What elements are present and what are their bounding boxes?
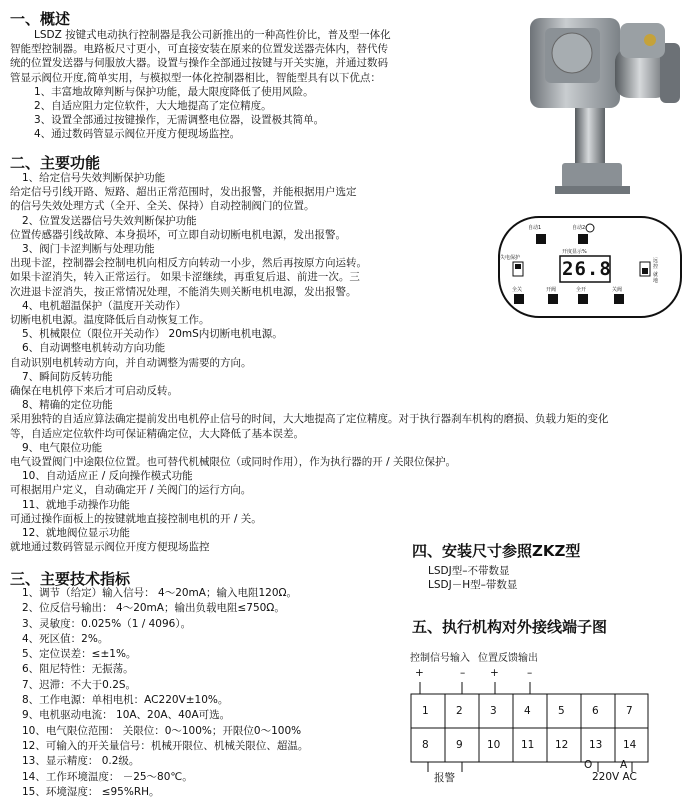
function-heading: 12、就地阀位显示功能 bbox=[22, 527, 130, 540]
terminal-number: 5 bbox=[558, 705, 565, 717]
terminal-number: 13 bbox=[589, 739, 603, 751]
spec-item: 6、阻尼特性：无振荡。 bbox=[22, 663, 134, 676]
panel-label-remote: 远控 bbox=[653, 258, 659, 270]
label-alarm: 报警 bbox=[434, 772, 455, 784]
section1-line: LSDZ 按键式电动执行控制器是我公司新推出的一种高性价比，普及型一体化 bbox=[34, 29, 391, 41]
advantage-item: 2、自适应阻力定位软件，大大地提高了定位精度。 bbox=[34, 100, 272, 113]
label-power: 220V AC bbox=[592, 771, 637, 783]
spec-item: 14、工作环境温度： －25～80℃。 bbox=[22, 770, 193, 783]
label-a: A bbox=[620, 759, 628, 771]
spec-item: 5、定位误差：≤±1%。 bbox=[22, 648, 137, 661]
spec-item: 2、位反信号输出： 4～20mA；输出负载电阻≤750Ω。 bbox=[22, 602, 285, 615]
section5-title: 五、执行机构对外接线端子图 bbox=[412, 618, 608, 636]
panel-label-power-loss: 失电保护 bbox=[500, 255, 521, 261]
function-heading: 7、瞬间防反转功能 bbox=[22, 370, 113, 383]
minus-sign: – bbox=[460, 667, 466, 679]
function-text: 位置传感器引线故障、本身损坏，可立即自动切断电机电源，发出报警。 bbox=[10, 228, 346, 241]
actuator-photo bbox=[520, 8, 690, 198]
panel-label-auto2: 自动2 bbox=[572, 225, 586, 231]
spec-item: 12、可输入的开关量信号：机械开限位、机械关限位、超温。 bbox=[22, 739, 309, 752]
section1-title: 一、概述 bbox=[10, 10, 71, 28]
function-text: 确保在电机停下来后才可启动反转。 bbox=[10, 385, 178, 398]
advantage-item: 3、设置全部通过按键操作，无需调整电位器，设置极其简单。 bbox=[34, 114, 325, 127]
function-text: 给定信号引线开路、短路、超出正常范围时，发出报警，并能根据用户选定 bbox=[10, 186, 357, 199]
function-text: 出现卡涩，控制器会控制电机向相反方向转动一小步，然后再按原方向运转。 bbox=[10, 257, 367, 270]
function-heading: 10、自动适应正 / 反向操作模式功能 bbox=[22, 470, 193, 483]
terminal-number: 1 bbox=[422, 705, 429, 717]
spec-item: 10、电气限位范围： 关限位：0～100%；开限位0～100% bbox=[22, 724, 302, 737]
section1-body bbox=[10, 28, 391, 142]
terminal-number: 3 bbox=[490, 705, 497, 717]
terminal-number: 10 bbox=[487, 739, 501, 751]
function-heading: 8、精确的定位功能 bbox=[22, 399, 113, 412]
function-text: 就地通过数码管显示阀位开度方便现场监控 bbox=[10, 541, 210, 554]
terminal-number: 4 bbox=[524, 705, 531, 717]
terminal-number: 2 bbox=[456, 705, 463, 717]
function-text: 如果卡涩消失，转入正常运行。 如果卡涩继续，再重复后退、前进一次。三 bbox=[10, 271, 360, 284]
function-text: 自动识别电机转动方向，并自动调整为需要的方向。 bbox=[10, 356, 252, 369]
function-heading: 3、阀门卡涩判断与处理功能 bbox=[22, 243, 155, 256]
spec-item: 15、环境湿度： ≤95%RH。 bbox=[22, 785, 160, 798]
function-text: 采用独特的自适应算法确定提前发出电机停止信号的时间，大大地提高了定位精度。对于执行器刹车机构的磨损、负载力矩的变化 bbox=[10, 413, 609, 426]
spec-item: 13、显示精度： 0.2级。 bbox=[22, 755, 140, 768]
terminal-number: 9 bbox=[456, 739, 463, 751]
function-text: 的信号失效处理方式（全开、全关、保持）自动控制阀门的位置。 bbox=[10, 200, 315, 213]
advantage-item: 1、丰富地故障判断与保护功能，最大限度降低了使用风险。 bbox=[34, 85, 314, 98]
spec-item: 8、工作电源：单相电机：AC220V±10%。 bbox=[22, 694, 229, 707]
panel-label-close: 关阀 bbox=[612, 287, 623, 293]
function-heading: 4、电机超温保护（温度开关动作） bbox=[22, 299, 187, 312]
function-heading: 9、电气限位功能 bbox=[22, 441, 103, 454]
panel-label-local: 就地 bbox=[653, 272, 659, 284]
function-text: 可通过操作面板上的按键就地直接控制电机的开 / 关。 bbox=[10, 512, 262, 525]
terminal-number: 7 bbox=[626, 705, 633, 717]
function-text: 可根据用户定义，自动确定开 / 关阀门的运行方向。 bbox=[10, 484, 252, 497]
panel-display-label: 开度显示% bbox=[562, 249, 587, 255]
section1-line: 智能型控制器。电路板尺寸更小，可直接安装在原来的位置发送器壳体内，替代传 bbox=[10, 43, 388, 56]
install-type-line: LSDJ－H型–带数显 bbox=[428, 579, 518, 591]
terminal-number: 6 bbox=[592, 705, 599, 717]
install-type-line: LSDJ型–不带数显 bbox=[428, 565, 510, 577]
section2-body bbox=[10, 171, 612, 554]
spec-item: 9、电机驱动电流： 10A、20A、40A可选。 bbox=[22, 709, 231, 722]
section3-title: 三、主要技术指标 bbox=[10, 570, 131, 588]
panel-label-auto1: 自动1 bbox=[528, 225, 542, 231]
terminal-diagram bbox=[410, 652, 650, 792]
panel-label-open-all: 全开 bbox=[576, 287, 587, 293]
label-o: O bbox=[584, 759, 593, 771]
spec-item: 3、灵敏度：0.025%（1 / 4096）。 bbox=[22, 617, 192, 630]
function-heading: 2、位置发送器信号失效判断保护功能 bbox=[22, 214, 197, 227]
label-control-input: 控制信号输入 bbox=[410, 653, 470, 664]
function-heading: 1、给定信号失效判断保护功能 bbox=[22, 172, 166, 184]
label-position-feedback: 位置反馈输出 bbox=[478, 653, 538, 664]
minus-sign: – bbox=[527, 667, 533, 679]
spec-item: 1、调节（给定）输入信号： 4～20mA；输入电阻120Ω。 bbox=[22, 587, 298, 599]
section2-title: 二、主要功能 bbox=[10, 154, 101, 172]
function-heading: 11、就地手动操作功能 bbox=[22, 498, 130, 511]
panel-display: 26.8 bbox=[562, 258, 612, 280]
function-heading: 5、机械限位（限位开关动作） 20mS内切断电机电源。 bbox=[22, 328, 283, 341]
panel-label-open: 开阀 bbox=[546, 287, 557, 293]
section1-line: 统的位置发送器与伺服放大器。设置与操作全部通过按键与开关实施，并通过数码 bbox=[10, 57, 388, 70]
section1-line: 管显示阀位开度,简单实用，与模拟型一体化控制器相比，智能型具有以下优点： bbox=[10, 71, 381, 84]
terminal-number: 8 bbox=[422, 739, 429, 751]
function-heading: 6、自动调整电机转动方向功能 bbox=[22, 342, 166, 355]
function-text: 次进退卡涩消失，按正常情况处理，不能消失则关断电机电源，发出报警。 bbox=[10, 285, 357, 298]
section4-title: 四、安装尺寸参照ZKZ型 bbox=[412, 542, 581, 560]
terminal-number: 11 bbox=[521, 739, 535, 751]
plus-sign: + bbox=[490, 667, 499, 679]
spec-item: 4、死区值：2%。 bbox=[22, 632, 109, 645]
panel-label-close-all: 全关 bbox=[512, 287, 523, 293]
terminal-number: 12 bbox=[555, 739, 569, 751]
function-text: 电气设置阀门中途限位位置。也可替代机械限位（或同时作用），作为执行器的开 / 关限位保护。 bbox=[10, 456, 456, 469]
advantage-item: 4、通过数码管显示阀位开度方便现场监控。 bbox=[34, 128, 241, 141]
spec-item: 7、迟滞：不大于0.2S。 bbox=[22, 678, 137, 691]
section3-specs bbox=[10, 586, 308, 800]
terminal-number: 14 bbox=[623, 739, 637, 751]
function-text: 切断电机电源。温度降低后自动恢复工作。 bbox=[10, 314, 210, 327]
function-text: 等，自适应定位软件均可保证精确定位，大大降低了基本误差。 bbox=[10, 427, 304, 440]
plus-sign: + bbox=[415, 667, 424, 679]
